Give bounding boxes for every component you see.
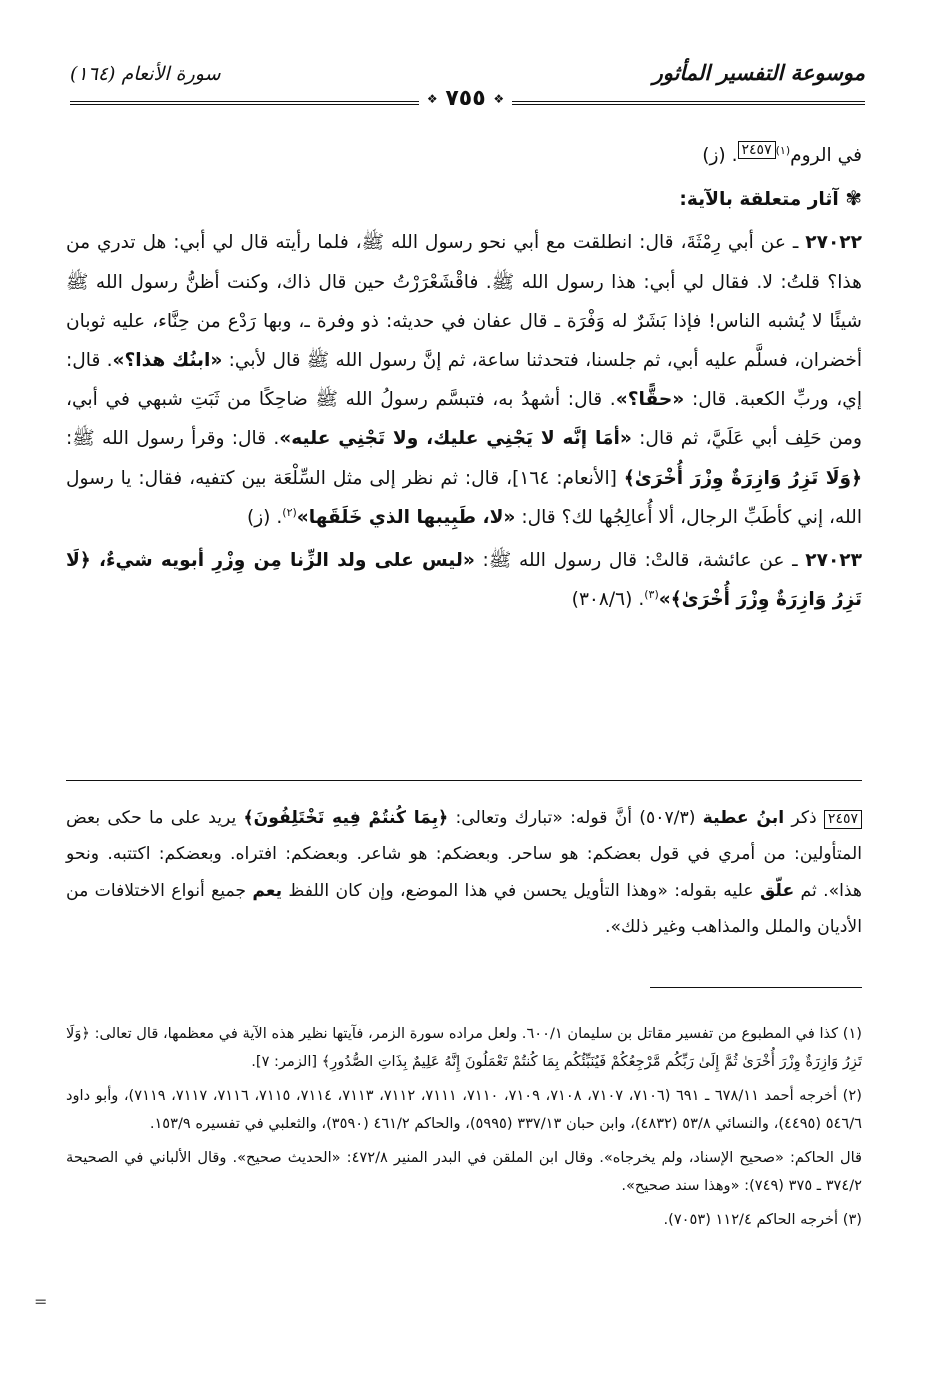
footnote-separator (650, 987, 862, 988)
athar-end: . (٣٠٨/٦) (571, 589, 645, 611)
quran-verse: ﴿وَلَا تَزِرُ وَازِرَةٌ وِزْرَ أُخْرَىٰ﴾ (623, 467, 862, 489)
section-heading-text: آثار متعلقة بالآية: (679, 189, 839, 211)
footnote-marker: (٢) (282, 505, 297, 519)
hadith-quote: «ابنُك هذا؟» (112, 350, 223, 372)
note-separator (66, 780, 862, 781)
flower-ornament-icon: ✾ (845, 186, 862, 211)
note-text: ذكر (784, 808, 824, 828)
hadith-quote: «حقًّا؟» (615, 389, 685, 411)
intro-text: في الروم (790, 145, 862, 166)
book-title: موسوعة التفسير المأثور (652, 60, 865, 85)
footnotes (66, 1020, 862, 1240)
note-emphasis: يعم (252, 880, 283, 901)
footnote-3: (٣) أخرجه الحاكم ١١٢/٤ (٧٠٥٣). (663, 1211, 862, 1228)
footnote-2-continued: قال الحاكم: «صحيح الإسناد، ولم يخرجاه». وقال ابن الملقن في البدر المنير ٤٧٢/٨: «الحديث صحيح». وقال الألباني في الصحيحة ٣٧٤/٢ ـ ٣٧٥ (٧٤٩): «وهذا سند صحيح». (66, 1149, 863, 1194)
athar-text: ـ عن عائشة، قالتْ: قال رسول الله ﷺ: (474, 550, 806, 572)
athar-text: . قال: إي، وربِّ الكعبة. قال: (66, 350, 863, 411)
surah-label: سورة الأنعام (١٦٤) (70, 63, 221, 85)
intro-end: . (ز) (702, 145, 738, 166)
hadith-quote: » (658, 589, 671, 611)
note-text: جميع أنواع الاختلافات من الأديان والملل والمذاهب وغير ذلك». (66, 880, 862, 937)
athar-text: ـ عن أبي رِمْثَةَ، قال: انطلقت مع أبي نحو رسول الله ﷺ، فلما رأيته قال لي أبي: هل تدري من هذا؟ قلتُ: لا. فقال لي أبي: هذا رسول الله ﷺ. فاقْشَعْرَرْتُ حين قال ذاك، وكنت أظنُّ رسول الله ﷺ شيئًا لا يُشبه الناس! فإذا بَشَرٌ له وَفْرَة ـ قال عفان في حديثه: ذو وفرة ـ، وبها رَدْع من حِنَّاء، عليه ثوبان أخضران، فسلَّم عليه أبي، ثم جلسنا، فتحدثنا ساعة، ثم إنَّ رسول الله ﷺ قال لأبي: (66, 232, 862, 372)
note-author: ابنُ عطية (702, 808, 785, 828)
athar-27023 (66, 541, 862, 619)
intro-paragraph (66, 136, 862, 175)
note-emphasis: علّق (759, 880, 795, 901)
hadith-quote: «ليس على ولد الزِّنا مِن وِزْرِ أبويه شيءٌ، (90, 550, 475, 572)
athar-end: . (ز) (246, 506, 283, 528)
athar-text: [الأنعام: ١٦٤]، قال: ثم نظر إلى مثل السِّلْعَة بين كتفيه، فقال: يا رسول الله، إني كأطَبِّ الرجال، ألا أُعالِجُها لك؟ قال: (66, 467, 862, 528)
margin-mark: = (34, 1292, 48, 1311)
page-number-wrap (0, 86, 931, 111)
quran-verse: ﴿بِمَا كُنتُمْ فِيهِ تَخْتَلِفُونَ﴾ (243, 808, 449, 828)
athar-text: . قال: أشهدُ به، فتبسَّم رسولُ الله ﷺ ضاحِكًا من ثَبَتِ شبهي في أبي، ومن حَلِف أبي عَلَيَّ، ثم قال: (66, 389, 862, 450)
note-text: عليه بقوله: «وهذا التأويل يحسن في هذا الموضع، وإن كان اللفظ (282, 880, 760, 901)
athar-number: ٢٧٠٢٣ (805, 550, 862, 572)
page-number: ٧٥٥ (445, 86, 486, 111)
athar-27022 (66, 223, 862, 537)
footnote-marker: (٣) (644, 588, 659, 602)
section-heading (66, 179, 862, 219)
ornament-icon: ❖ (426, 92, 438, 106)
footnote-1: (١) كذا في المطبوع من تفسير مقاتل بن سليمان ٦٠٠/١. ولعل مراده سورة الزمر، فآيتها نظير هذه الآية في معظمها، قال تعالى: ﴿وَلَا تَزِرُ وَازِرَةٌ وِزْرَ أُخْرَىٰ ثُمَّ إِلَىٰ رَبِّكُم مَّرْجِعُكُمْ فَيُنَبِّئُكُم بِمَا كُنتُمْ تَعْمَلُونَ إِنَّهُ عَلِيمٌ بِذَاتِ الصُّدُورِ﴾ [الزمر: ٧]. (66, 1025, 862, 1070)
quran-verse: ﴿لَا تَزِرُ وَازِرَةٌ وِزْرَ أُخْرَىٰ﴾ (66, 550, 862, 611)
hadith-quote: «أمَا إنَّه لا يَجْنِي عليك، ولا تَجْنِي عليه» (279, 428, 632, 450)
footnote-2: (٢) أخرجه أحمد ٦٧٨/١١ ـ ٦٩١ (٧١٠٦، ٧١٠٧، ٧١٠٨، ٧١٠٩، ٧١١٠، ٧١١١، ٧١١٢، ٧١١٣، ٧١١٤، ٧١١٥، ٧١١٦، ٧١١٧، ٧١١٩)، وأبو داود ٥٤٦/٦ (٤٤٩٥)، والنسائي ٥٣/٨ (٤٨٣٢)، وابن حبان ٣٣٧/١٣ (٥٩٩٥)، والحاكم ٤٦١/٢ (٣٥٩٠)، والثعلبي في تفسيره ١٥٣/٩. (66, 1087, 862, 1132)
athar-text: . قال: وقرأ رسول الله ﷺ: (66, 428, 280, 450)
editorial-note (66, 800, 862, 945)
athar-number: ٢٧٠٢٢ (805, 232, 862, 254)
note-reference-box: ٢٤٥٧ (824, 810, 862, 829)
ornament-icon: ❖ (493, 92, 505, 106)
main-text (66, 136, 862, 619)
page-number-box (419, 86, 512, 111)
note-text: (٥٠٧/٣) أنَّ قوله: «تبارك وتعالى: (448, 808, 703, 828)
hadith-quote: «لا، طَبِيبها الذي خَلَقَها» (296, 506, 516, 528)
footnote-marker: (١) (775, 143, 791, 157)
note-text: يريد على ما حكى بعض المتأولين: من أمري في قول بعضكم: هو ساحر. وبعضكم: هو شاعر. وبعضكم: افتراه. وبعضكم: اكتتبه. ونحو هذا». ثم (66, 808, 862, 901)
note-reference-box: ٢٤٥٧ (738, 141, 776, 159)
